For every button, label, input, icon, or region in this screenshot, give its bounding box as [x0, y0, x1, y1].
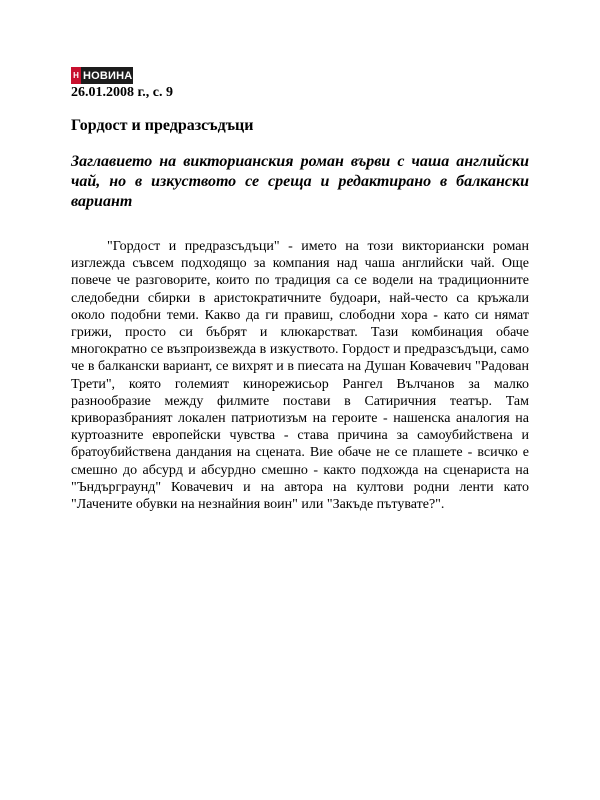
logo-mark-icon: Н [71, 67, 81, 84]
publication-date: 26.01.2008 г., с. 9 [71, 85, 173, 100]
publication-logo [71, 67, 140, 84]
article-body: "Гордост и предразсъдъци" - името на този викториански роман изглежда съвсем подходящо за компания над чаша английски чай. Още повече че разговорите, които по традиция са се водели на традиционните следобедни сбирки в аристократичните будоари, най-често са кръжали около подобни теми. Какво да ги правиш, слободни хора - като си нямат грижи, просто си бъбрят и клюкарстват. Тази комбинация обаче многократно се възпроизвежда в изкуството. Гордост и предразсъдъци, само че в балкански вариант, се вихрят и в пиесата на Душан Ковачевич "Радован Трети", която големият кинорежисьор Рангел Вълчанов за малко разнообразие между филмите постави в Сатиричния театър. Там криворазбраният локален патриотизъм на героите - нашенска аналогия на куртоазните европейски чувства - става причина за самоубийствена и братоубийствена дандания на сцената. Вие обаче не се плашете - всичко е смешно до абсурд и абсурдно смешно - както подхожда на сценариста на "Ъндърграунд" Ковачевич и на автора на култови родни ленти като "Лачените обувки на незнайния воин" или "Закъде пътувате?". [71, 239, 529, 513]
logo-text: НОВИНАР [83, 69, 140, 82]
article-subtitle: Заглавието на викторианския роман върви с чаша английски чай, но в изкуството се среща и редактирано в балкански вариант [71, 153, 529, 210]
article-title: Гордост и предразсъдъци [71, 117, 254, 134]
